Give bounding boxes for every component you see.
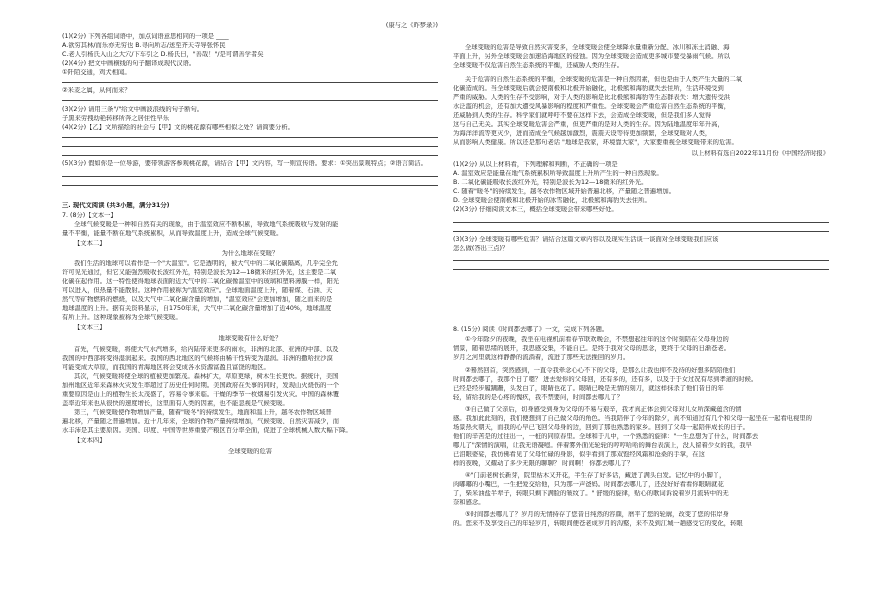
text1-line: 量不平衡，能量不断在地气系统累积，从而导致温度上升，造成全球气候变暖。 [62,230,283,237]
answer-line[interactable] [62,185,438,186]
q7-1-option-b: B. 二氧化碳能吸收长波红外光，特别是波长为12—18微米的红外光。 [453,179,648,186]
text3-line: 可能变成大草原，而我国的青海地区将会变成各水资源富盈且富饶的地区。 [62,364,270,371]
text4-line: 平面上升，另外全球变暖会加速沿海地区的侵蚀。因为全球变暖会造成更多城市要受暴雨气候。所以 [453,53,731,60]
text2-line: 许可见光通过，但它又能强烈吸收长波红外光，特别是波长为12—18微米的红外光，这主要是二氧 [62,269,337,276]
q7-3-stem: (3)(3分) 全球变暖有哪些危害？请结合这篇文章内容以及现实生活谈一谈面对全球变暖我们应该 [453,236,719,243]
text3-line: 水丰沛是其主要原因。美国、印度、中国等世界重要产粮区百分率全面，促进了全球机械人数大幅下降。 [62,427,352,434]
q1-stem: (1)(2分) 下列各组词语中，加点词语意思相同的一项是 ____ [62,33,229,40]
text3-line: 首先，气候变暖，将使大气水汽增多，给内陆带来更多的雨水，非洲的北部、亚洲的中部、以及 [74,346,339,353]
text4-line: 严重的威胁。人类的生存不受影响，对于人类的影响是比北极熊和海豹等生态群表失：增大遗传受洪 [453,94,731,101]
para4-line: 了，柴米油盐半辈子，转眼只剩下满脸的皱纹了。" 舒缓的旋律，贴心的歌词诉说着岁月流转中的无 [453,490,729,497]
q7-3-stem: 怎么做(答出三点)？ [453,245,509,252]
text2-line: 化碳在起作用。这一特性使得地球表面附近大气中的二氧化碳像温室中的玻璃和塑料薄膜一样，阳光 [62,278,340,285]
para4-line: 肉嘟嘟的小嘴巴，一生把爱交给他，只为那一声爸妈。时间都去哪儿了，还没好好看看你眼睛就花 [453,481,724,488]
text3-title: 地球变暖有什么好处？ [218,335,282,342]
text4-line: 水泛滥的机会，还有加大遭受风暴影响的程度和严重性。全球变暖会严重危害自然生态系统的平衡， [453,103,731,110]
text2-line: 可以进入，但热量不能散射。这种作用被称为"温室效应"。全球地面温度上升，随着煤、石油、天 [62,287,333,294]
para4-line: ④"门前老树长新芽，院里枯木又开花，半生存了好多话，藏进了满头白发。记忆中的小脚丫， [465,472,726,479]
answer-line[interactable] [62,82,438,83]
para1-line: 岁月之河里就这样静静的流淌着，流进了那些无法挽回的岁月。 [453,354,630,361]
para1-line: ①今年除夕的夜晚，我坐在电视机前看春节联欢晚会，不禁想起往年的这个时刻陪在父母身边的 [465,336,729,343]
left-column [62,0,438,615]
text4-line: 全球变暖不仅危害自然生态系统的平衡，还威胁人类的生存。 [453,62,624,69]
q1-option-ab: A.欲穷其林/而乐亦无穷也 B.寻向所志/送至齐天寺导张怀民 [62,42,226,49]
section-3-heading: 三. 现代文阅读 (共3小题，满分31分) [62,202,170,209]
q1-option-cd: C.老人引杨氏入山之大穴/下车引之 D.杨氏曰，"善哉！"/是可谓善学者矣 [62,51,264,58]
para2-line: 已经是经步履蹒跚，头发白了，眼睛也花了。眼睛已晚是无情的刻刀，就这样抹杀了他们昔日的年 [453,385,724,392]
para3-line: 已泪眼婆娑，我仿佛看见了父母忙碌的身影，似乎看到了那双饱经风霜和沧桑的手掌，在这 [453,451,705,458]
text4-line: 全球变暖的危害是导致自然灾害变多，全球变暖会使全球降水量重新分配、冰川和冻土消融、海 [465,44,730,51]
answer-line[interactable] [453,231,829,232]
para2-line: ②蓦然回首，突然感到，一直令我牵念心心不下的父母，是那么让我也抑不及待的好想多陪陪他们 [465,367,736,374]
para1-line: 情景，随着思绪的展开，我思感交集，不能自已。是终于我对父母的思念，更终于父母的日渐苍老。 [453,345,731,352]
q3-text: 子黑来劳拽幼艳转移所奔之居住性早乐 [62,115,170,122]
text3-line: 重要原因是山上的植物生长太茂盛了，容易令事来临。干燥的季节一枚烟易引发火灾。中国的森林覆 [62,391,340,398]
q5-stem: (5)(3分) 假如你是一位导游，要带领游客参观桃花源，请结合【甲】文内容，写一则宣传语。要求：①突出景观特点；②语言简洁。 [62,160,427,167]
para5-line: 的。您来不及享受自己的年轻岁月，转眼间便苍老成岁月的沟壑，来不及到江城一趟感受它的变化，转眼 [453,520,743,527]
q2-sentence-2: ②米麦之属，从何而来？ [62,87,131,94]
text2-line: 有所上升。这种现象被称为全球气候变暖。 [62,314,182,321]
answer-line[interactable] [453,260,829,261]
answer-line[interactable] [62,176,438,177]
text2-line: 然气等矿物燃料的燃烧，以及大气中二氧化碳含量的增加，"温室效应"会更加增加，随之而来的是 [62,296,333,303]
q7-1-option-a: A. 温室效应是能量在地气系统累积所导致温度上升所产生的一种自然现象。 [453,170,663,177]
q2-sentence-1: ①阡陌交通，鸡犬相闻。 [62,69,131,76]
q7-1-option-c: C. 随着"暖冬"的持续发生，越冬农作物区域开始普遍北移，产量随之普遍增加。 [453,188,675,195]
text3-line: 盖率近年来也从很快的速度增长，这里面有人类的因素，也不能忽视是气候变暖。 [62,400,289,407]
answer-line[interactable] [453,269,829,270]
para3-line: ③自己做了父亲后，切身感受到身为父母的不易与艰辛，我才真正体会到父母对儿女所深藏蕴含的情 [465,406,742,413]
text4-heading: 【文本四】 [74,437,106,444]
q7-1-option-d: D. 全球变暖会使南极和北极开始的冰雪融化，北极熊和海豹失去住所。 [453,197,651,204]
text4-line: 为海洋洋流等更灭少，进而造成全气候越加激烈，震震天设等待更加频繁，全球变暖对人类， [453,130,712,137]
text3-heading: 【文本三】 [74,324,106,331]
q7-heading: 7. (8分)【文本一】 [62,212,117,219]
text4-line: 关于危害的自然生态系统的平衡，全球变暖的危害是一种自然因素，但也是由于人类产生大量的二氧 [465,76,743,83]
answer-line[interactable] [62,155,438,156]
text3-line: 加州地区近年来森林火灾发生率超过了历史任何时期。美国政府在失事的同时，发现山火烧伤的一个 [62,382,340,389]
q1-source: (康与之《昨梦录》) [385,22,438,29]
text4-line: 从而影响人类健康。所以还是那句老话 "地球是我家，环境靠大家"，大家要重视全球变暖带来的危害。 [453,139,738,146]
text2-line: 我们生活的地球可以看作是一个"大温室"。它是透明的，被大气中的二氧化碳隔离，几乎完全允 [74,260,338,267]
para3-line: 样的夜晚，又耀动了多少无限的聊聊？ 时间啊！ 你都去哪儿了？ [453,460,634,467]
text4-line: 这与自己无关。其实全球变暖危害会严重，但更严重的是对人类的生存。因为陆地温度年年升高， [453,121,724,128]
text2-line: 地球温度的上升。据有关资料显示，自1750年来，大气中二氧化碳含量增加了近40%，地球温度 [62,305,332,312]
text1-line: 全球气候变暖是一种和自然有关的现象，由于温室效应不断积累，导致地气系统吸收与发射的能 [74,221,339,228]
text3-line: 遍北移，产量随之普遍增加。近十几年来，全球的作物产量持续增加，气候变暖、自然灾害减少，而 [62,418,340,425]
text4-line: 还威胁到人类的生存。科学家们就呼吁不要在这样下去，会造成全球变暖，但是我们多人觉得 [453,112,712,119]
text3-line: 第三，气候变暖使作物增加产量，随着"暖冬"的持续发生，地面和温上升，越冬农作物区域普 [74,409,332,416]
para3-line: 哪儿了"深情的演唱，让我无语凝噎。伴着雾外面光轮轮的哼哼哈哈的舞台表演上，没人留着少女的我，我早 [453,442,752,449]
answer-line[interactable] [453,222,829,223]
para3-line: 他们的辛苦是的过往出一，一桩的同原春里。全球和于儿中，一个熟悉的旋律："一生总想为了什么，时间都去 [453,433,759,440]
right-column [453,0,829,615]
para2-line: 轻，留给我的是心疼的愧疚，我不禁要问，时间都去哪儿了？ [453,394,624,401]
text2-heading: 【文本二】 [74,240,106,247]
text2-title: 为什么地球在变暖？ [221,250,279,257]
para5-line: ⑤时间都去哪儿了？岁月的无情持存了您昔日纯然的容颜，磨平了您的轮廓，改变了您的伟岸身 [465,511,729,518]
text3-line: 其次，气候变暖将使全球的植被更加繁茂。森林扩大，草原更绿，树木生长更快。据统计，美国 [74,373,339,380]
q8-heading: 8. (15分) 阅读《时间都去哪了》一文，完成下列各题。 [453,326,609,333]
para3-line: 场景热火朝天，而我的心早已飞回父母身的边，回到了那也熟悉的家乡。回到了父母一起陪伴成长的日子。 [453,424,749,431]
para3-line: 感。我加此此刻的，我们便想到了自己做父母的角色。当我陪伴了今年的除夕，真不知道过有几个和父母一起坐在一起看电视里的 [453,415,812,422]
answer-line[interactable] [62,137,438,138]
q4-stem: (4)(2分)【乙】文所描绘的社会与【甲】文的桃花源有哪些相似之处？请简要分析。 [62,124,294,131]
q7-2-stem: (2)(3分) 仔细阅读文本三，概括全球变暖会带来哪些好处。 [453,206,618,213]
q3-stem: (3)(2分) 请用三条"/"给文中画波浪线的句子断句。 [62,106,204,113]
answer-line[interactable] [62,100,438,101]
text4-line: 化碳造成的。当全球变暖后就会使南极和北极开始融化，北极熊和海豹就失去住所，生活环境受到 [453,85,724,92]
text3-line: 我国的中西部将变得湿润起来。我国的西北地区的气候将由稀干性转变为湿润。非洲的撒哈拉沙漠 [62,355,333,362]
q2-stem: (2)(4分) 把文中画横线的句子翻译成现代汉语。 [62,60,196,67]
para4-line: 奈和感念。 [453,499,485,506]
text4-title: 全球变暖的危害 [227,448,273,455]
answer-line[interactable] [62,146,438,147]
source-note: 以上材料有选自2022年11月份《中国经济时报》 [691,150,829,157]
q7-1-stem: (1)(2分) 从以上材料看，下列理解和判断，不正确的一项是 [453,161,618,168]
para2-line: 时间都去哪了，我那个日了嗯？ 进去爱你的父母回，还有多的，还有多，以及于于女过况有尽到孝道的时候。 [453,376,758,383]
